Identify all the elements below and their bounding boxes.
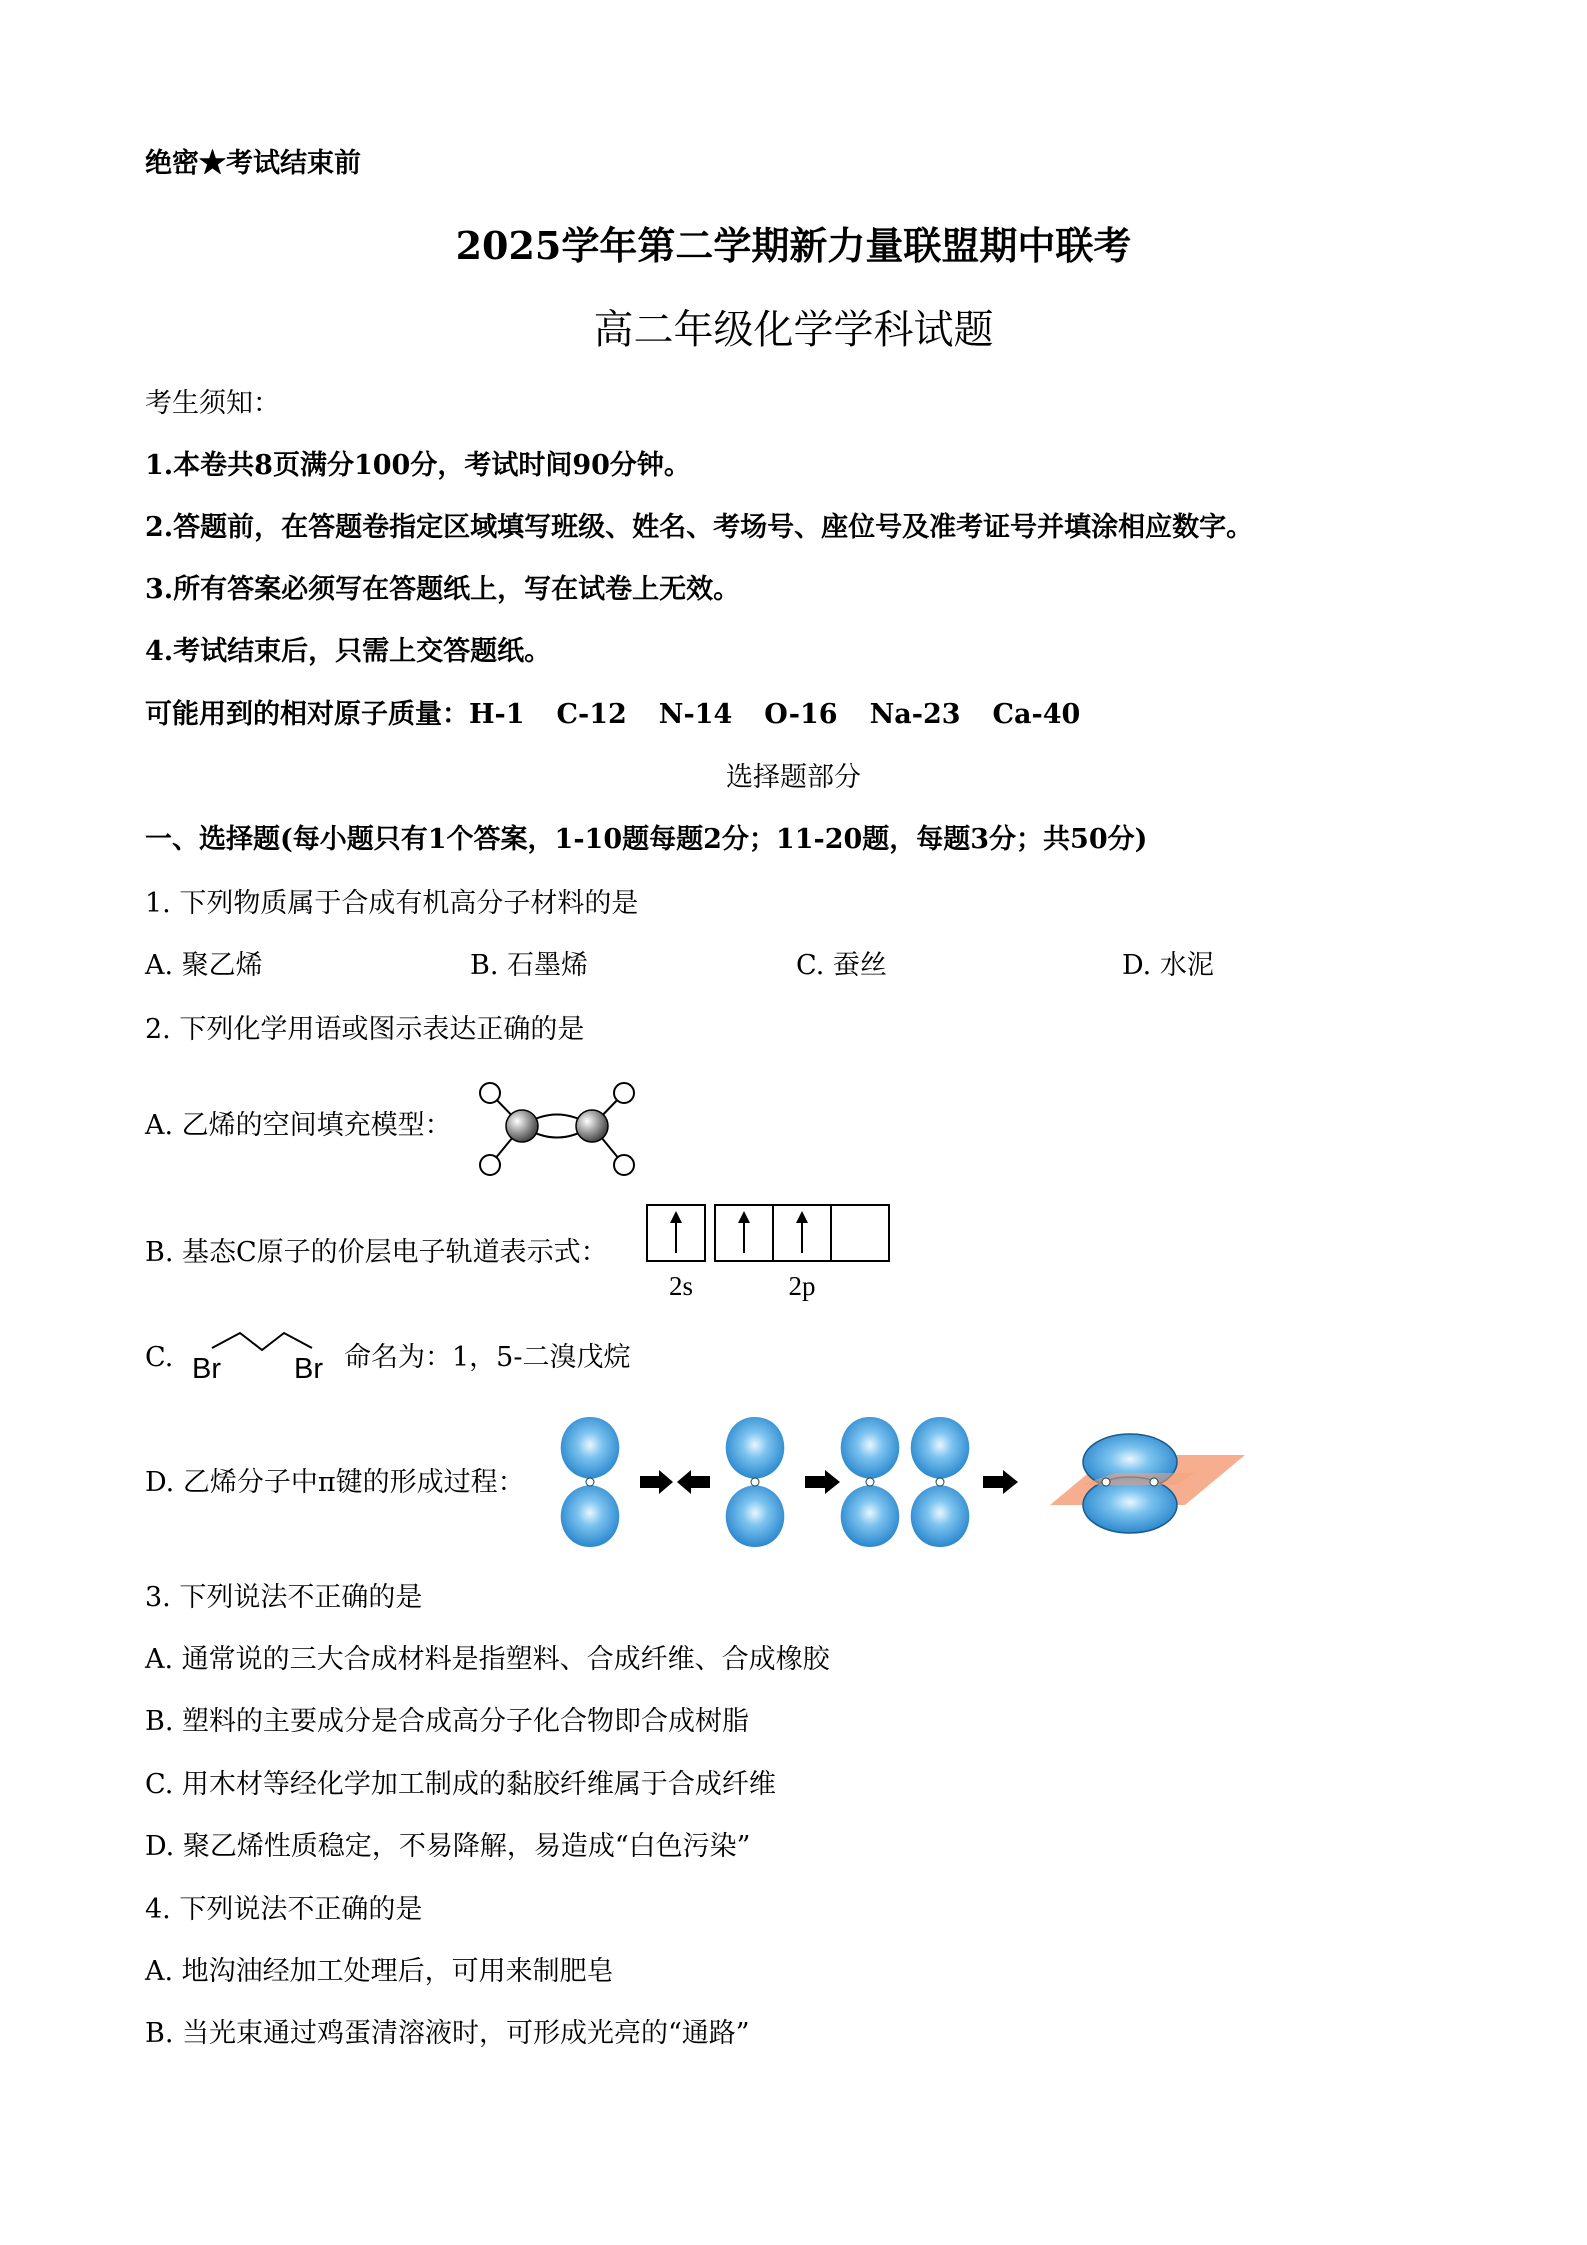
q2-option-d-text: D. 乙烯分子中π键的形成过程：: [145, 1467, 525, 1498]
atomic-mass-n: N-14: [658, 699, 733, 730]
notice-item-1: 1.本卷共8页满分100分，考试时间90分钟。: [145, 450, 691, 481]
q1-option-c: C. 蚕丝: [796, 950, 887, 981]
q3-option-a: A. 通常说的三大合成材料是指塑料、合成纤维、合成橡胶: [145, 1644, 830, 1675]
right-arrow-icon: [983, 1470, 1018, 1494]
q2-option-b-text: B. 基态C原子的价层电子轨道表示式：: [145, 1237, 608, 1268]
q3-option-b: B. 塑料的主要成分是合成高分子化合物即合成树脂: [145, 1706, 750, 1737]
notice-item-2: 2.答题前，在答题卷指定区域填写班级、姓名、考场号、座位号及准考证号并填涂相应数字。: [145, 512, 1254, 543]
part-title: 选择题部分: [726, 762, 861, 793]
q4-option-b: B. 当光束通过鸡蛋清溶液时，可形成光亮的“通路”: [145, 2018, 750, 2049]
bromine-label-left: Br: [192, 1353, 221, 1385]
q1-option-d: D. 水泥: [1122, 950, 1214, 981]
p-orbital-left: [561, 1417, 620, 1547]
q2-option-a-text: A. 乙烯的空间填充模型：: [145, 1110, 452, 1141]
q1-option-b: B. 石墨烯: [470, 950, 589, 981]
q3-option-c: C. 用木材等经化学加工制成的黏胶纤维属于合成纤维: [145, 1769, 776, 1800]
q3-stem: 3. 下列说法不正确的是: [145, 1582, 423, 1613]
atomic-mass-h: H-1: [469, 699, 525, 730]
notice-item-3: 3.所有答案必须写在答题纸上，写在试卷上无效。: [145, 574, 741, 605]
q1-option-a: A. 聚乙烯: [145, 950, 263, 981]
dibromopentane-skeletal-formula: [190, 1328, 340, 1388]
q2-stem: 2. 下列化学用语或图示表达正确的是: [145, 1014, 585, 1045]
notice-item-4: 4.考试结束后，只需上交答题纸。: [145, 636, 552, 667]
exam-title: 2025学年第二学期新力量联盟期中联考: [455, 223, 1132, 268]
atomic-mass-na: Na-23: [869, 699, 961, 730]
ethylene-space-filling-model: [470, 1075, 650, 1185]
atomic-mass-c: C-12: [556, 699, 627, 730]
orbital-box-2p-3: [831, 1205, 889, 1261]
orbital-label-2s: 2s: [668, 1271, 694, 1301]
bromine-label-right: Br: [294, 1353, 323, 1385]
right-arrow-icon: [640, 1470, 673, 1494]
q2-option-c-prefix: C.: [145, 1342, 174, 1373]
q4-stem: 4. 下列说法不正确的是: [145, 1894, 423, 1925]
q2-option-c-text: 命名为：1，5-二溴戊烷: [344, 1342, 631, 1373]
atomic-mass-o: O-16: [764, 699, 838, 730]
atomic-mass-line: [145, 697, 1080, 733]
pi-bond-result: [1050, 1434, 1245, 1533]
secret-label: 绝密★考试结束前: [145, 148, 361, 179]
parallel-p-orbitals: [841, 1417, 970, 1547]
q1-stem: 1. 下列物质属于合成有机高分子材料的是: [145, 888, 639, 919]
atomic-mass-ca: Ca-40: [992, 699, 1081, 730]
p-orbital-right: [726, 1417, 785, 1547]
orbital-label-2p: 2p: [788, 1271, 816, 1301]
q3-option-d: D. 聚乙烯性质稳定，不易降解，易造成“白色污染”: [145, 1831, 751, 1862]
exam-subtitle: 高二年级化学学科试题: [593, 307, 994, 353]
notice-heading: 考生须知：: [145, 388, 280, 419]
q4-option-a: A. 地沟油经加工处理后，可用来制肥皂: [145, 1956, 614, 1987]
right-arrow-icon: [805, 1470, 840, 1494]
atomic-mass-label: 可能用到的相对原子质量：: [145, 699, 469, 730]
carbon-orbital-diagram: [645, 1203, 895, 1303]
section-heading: 一、选择题(每小题只有1个答案，1-10题每题2分；11-20题，每题3分；共50分): [145, 824, 1148, 855]
pi-bond-formation-diagram: [555, 1415, 1255, 1550]
left-arrow-icon: [677, 1470, 710, 1494]
